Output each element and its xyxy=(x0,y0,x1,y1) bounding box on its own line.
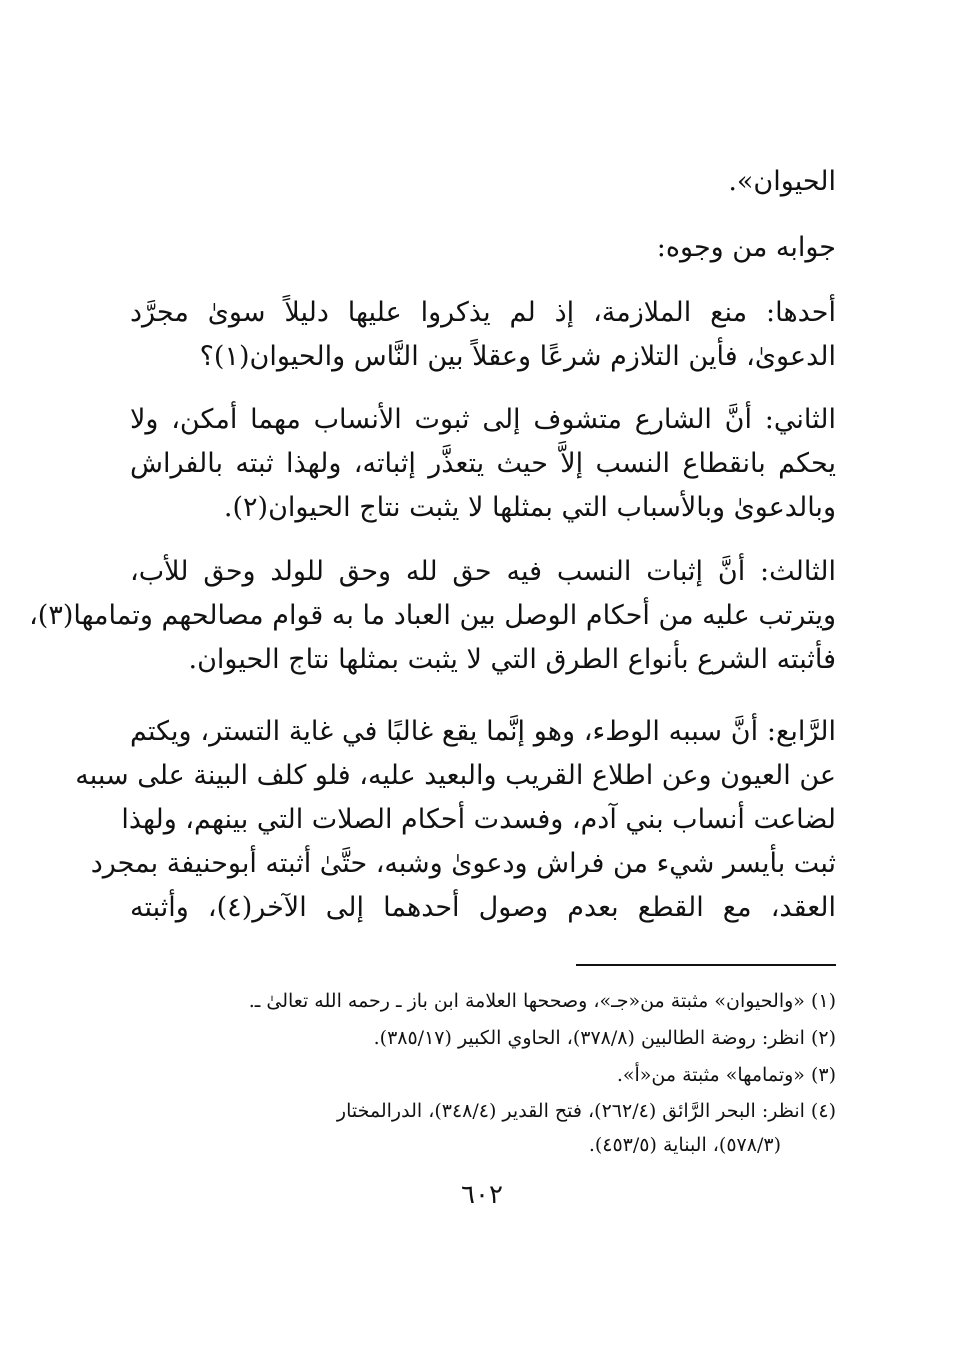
text-line: وبالدعوىٰ وبالأسباب التي بمثلها لا يثبت نتاج الحيوان(٢). xyxy=(223,492,836,523)
footnote-text: (١) «والحيوان» مثبتة من«جـ»، وصححها العلامة ابن باز ـ رحمه الله تعالىٰ ـ. xyxy=(248,990,836,1012)
text-line: عن العيون وعن اطلاع القريب والبعيد عليه، فلو كلف البينة على سببه xyxy=(75,760,836,791)
paragraph-second-aspect xyxy=(130,398,836,530)
text-line: الثاني: أنَّ الشارع متشوف إلى ثبوت الأنساب مهما أمكن، ولا xyxy=(130,404,836,435)
paragraph-intro xyxy=(130,226,836,270)
footnote-text: (٣) «وتمامها» مثبتة من«أ». xyxy=(616,1064,836,1086)
paragraph-third-aspect xyxy=(29,550,836,682)
footnote-separator xyxy=(576,964,836,966)
text-line: الثالث: أنَّ إثبات النسب فيه حق لله وحق للولد وحق للأب، xyxy=(130,556,836,587)
footnote-text: (٤) انظر: البحر الرَّائق (٢٦٢/٤)، فتح القدير (٣٤٨/٤)، الدرالمختار xyxy=(336,1100,836,1122)
footnote-3 xyxy=(130,1058,836,1092)
footnote-text: (٥٧٨/٣)، البناية (٤٥٣/٥). xyxy=(588,1134,781,1156)
text-line: جوابه من وجوه: xyxy=(656,232,836,263)
text-line: فأثبته الشرع بأنواع الطرق التي لا يثبت بمثلها نتاج الحيوان. xyxy=(188,644,836,675)
footnote-4 xyxy=(130,1094,836,1162)
paragraph-fourth-aspect xyxy=(75,710,837,930)
footnote-2 xyxy=(130,1021,836,1055)
text-line: ثبت بأيسر شيء من فراش ودعوىٰ وشبه، حتَّىٰ أثبته أبوحنيفة بمجرد xyxy=(90,848,836,879)
text-line: الدعوىٰ، فأين التلازم شرعًا وعقلاً بين النَّاس والحيوان(١)؟ xyxy=(199,341,836,372)
text-line: ويترتب عليه من أحكام الوصل بين العباد ما به قوام مصالحهم وتمامها(٣)، xyxy=(29,600,836,631)
text-line: أحدها: منع الملازمة، إذ لم يذكروا عليها دليلاً سوىٰ مجرَّد xyxy=(130,297,836,328)
text-line: العقد، مع القطع بعدم وصول أحدهما إلى الآخر(٤)، وأثبته xyxy=(130,892,837,923)
paragraph-continuation xyxy=(130,160,836,204)
text-line: يحكم بانقطاع النسب إلاَّ حيث يتعذَّر إثباته، ولهذا ثبته بالفراش xyxy=(130,448,836,479)
page-number: ٦٠٢ xyxy=(461,1180,503,1210)
footnote-text: (٢) انظر: روضة الطالبين (٣٧٨/٨)، الحاوي الكبير (٣٨٥/١٧). xyxy=(373,1027,836,1049)
paragraph-first-aspect xyxy=(130,291,836,379)
text-line: لضاعت أنساب بني آدم، وفسدت أحكام الصلات التي بينهم، ولهذا xyxy=(121,804,836,835)
text-line: الحيوان». xyxy=(728,166,836,197)
footnote-1 xyxy=(130,984,836,1018)
text-line: الرَّابع: أنَّ سببه الوطء، وهو إنَّما يقع غالبًا في غاية التستر، ويكتم xyxy=(130,716,836,747)
